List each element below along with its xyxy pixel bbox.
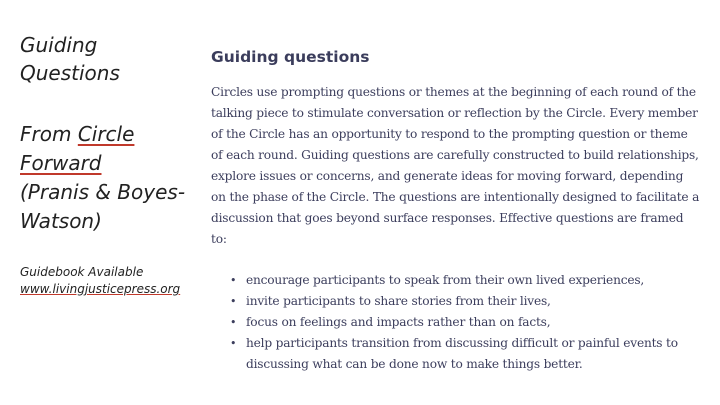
bullet-icon: •: [230, 274, 237, 287]
list-item-text: encourage participants to speak from their own lived experiences,: [246, 273, 645, 287]
book-title-link[interactable]: Circle Forward: [20, 122, 135, 175]
website-link[interactable]: www.livingjusticepress.org: [20, 282, 181, 296]
body-paragraph: Circles use prompting questions or themes at the beginning of each round of the talking piece to stimulate conversation or reflection by the Circle. Every member of the Circle has an opportunity to respond to the prompting question or theme of each round. Guiding questions are carefully constructed to build relationships, explore issues or concerns, and generate ideas for moving forward, depending on the phase of the Circle. The questions are intentionally designed to facilitate a discussion that goes beyond surface responses. Effective questions are framed to:: [211, 85, 700, 246]
section-heading: Guiding questions: [211, 48, 370, 66]
list-item-text: invite participants to share stories from their lives,: [246, 294, 551, 308]
guidebook-label: Guidebook Available: [20, 265, 144, 279]
right-column: [211, 48, 701, 375]
bullet-list: [211, 270, 701, 375]
bullet-icon: •: [230, 316, 237, 329]
list-item-text: focus on feelings and impacts rather than on facts,: [246, 315, 551, 329]
bullet-icon: •: [230, 337, 237, 350]
left-column: [20, 31, 190, 298]
slide-title: Guiding Questions: [20, 33, 120, 85]
list-item: [211, 270, 701, 291]
guidebook-note: [20, 264, 190, 298]
list-item: [211, 291, 701, 312]
bullet-icon: •: [230, 295, 237, 308]
source-citation: [20, 120, 190, 236]
list-item: [211, 333, 701, 375]
list-item: [211, 312, 701, 333]
from-label: From: [20, 122, 72, 146]
list-item-text: help participants transition from discussing difficult or painful events to discussing what can be done now to make things better.: [246, 336, 678, 371]
authors-text: (Pranis & Boyes-Watson): [20, 180, 186, 233]
